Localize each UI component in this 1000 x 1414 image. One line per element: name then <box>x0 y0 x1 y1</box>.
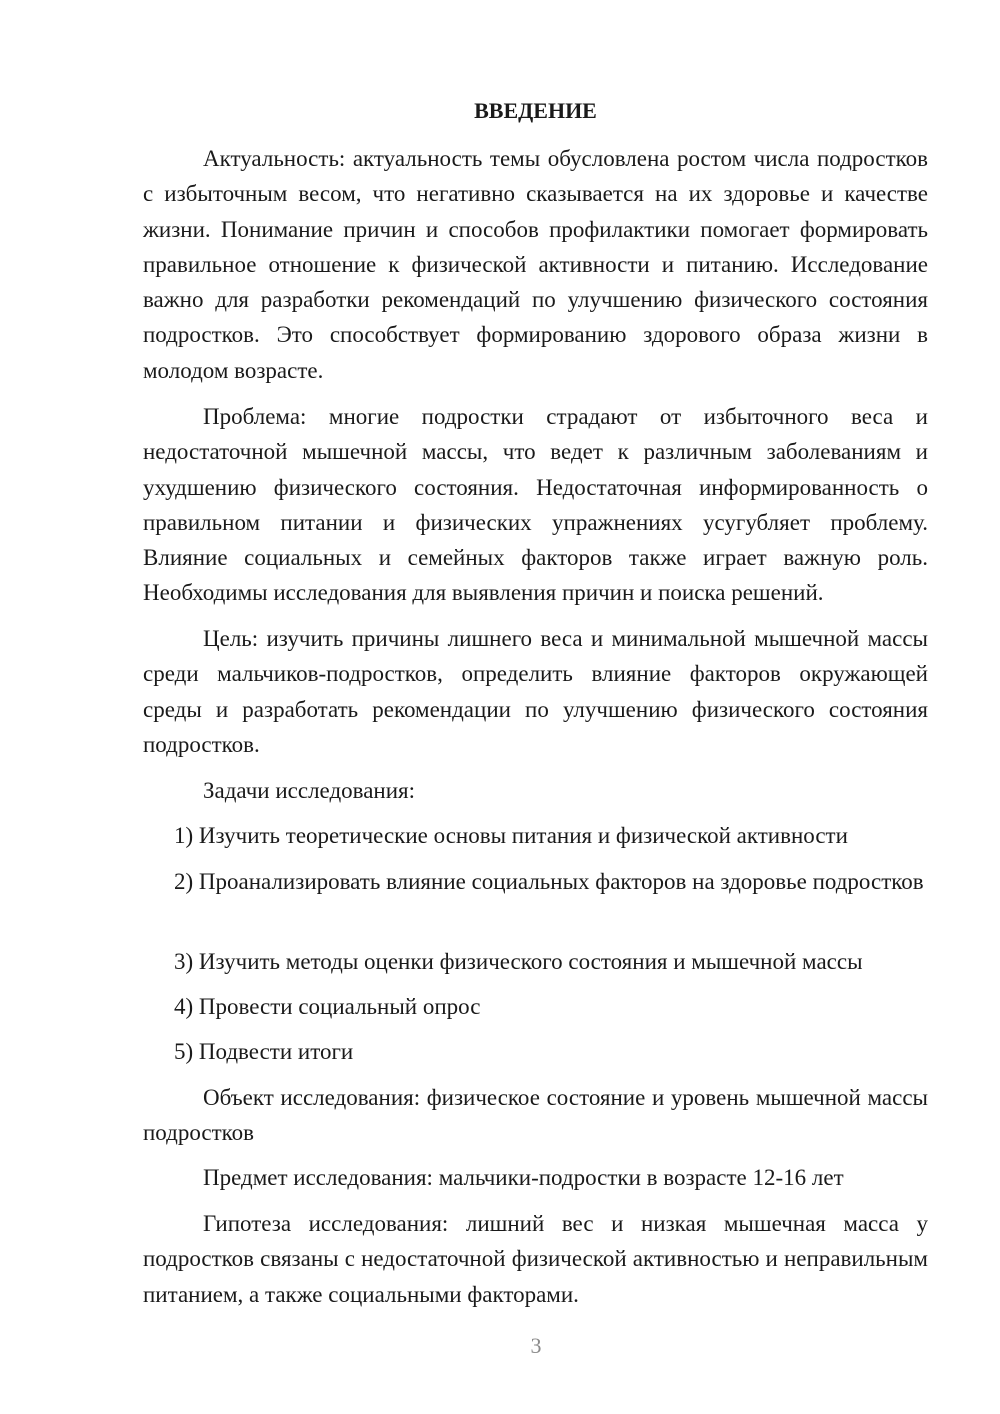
task-item-3: 3) Изучить методы оценки физического состояния и мышечной массы <box>174 949 863 974</box>
task-item-4: 4) Провести социальный опрос <box>174 994 481 1019</box>
relevance-paragraph: Актуальность: актуальность темы обусловлена ростом числа подростков с избыточным весом, что негативно сказывается на их здоровье и качестве жизни. Понимание причин и способов профилактики помогает формировать правильное отношение к физической активности и питанию. Исследование важно для разработки рекомендаций по улучшению физического состояния подростков. Это способствует формированию здорового образа жизни в молодом возрасте. <box>143 146 928 383</box>
tasks-title: Задачи исследования: <box>203 778 416 803</box>
object-paragraph: Объект исследования: физическое состояние и уровень мышечной массы подростков <box>143 1085 928 1146</box>
hypothesis-paragraph: Гипотеза исследования: лишний вес и низкая мышечная масса у подростков связаны с недостаточной физической активностью и неправильным питанием, а также социальными факторами. <box>143 1211 928 1307</box>
goal-paragraph: Цель: изучить причины лишнего веса и минимальной мышечной массы среди мальчиков-подростков, определить влияние факторов окружающей среды и разработать рекомендации по улучшению физического состояния подростков. <box>143 626 928 757</box>
section-heading: ВВЕДЕНИЕ <box>474 98 597 123</box>
task-item-2: 2) Проанализировать влияние социальных факторов на здоровье подростков <box>174 869 924 894</box>
task-item-5: 5) Подвести итоги <box>174 1039 354 1064</box>
problem-paragraph: Проблема: многие подростки страдают от избыточного веса и недостаточной мышечной массы, что ведет к различным заболеваниям и ухудшению физического состояния. Недостаточная информированность о правильном питании и физических упражнениях усугубляет проблему. Влияние социальных и семейных факторов также играет важную роль. Необходимы исследования для выявления причин и поиска решений. <box>143 404 928 606</box>
subject-paragraph: Предмет исследования: мальчики-подростки в возрасте 12-16 лет <box>203 1165 844 1190</box>
task-item-1: 1) Изучить теоретические основы питания и физической активности <box>174 823 848 848</box>
page-number: 3 <box>530 1333 542 1358</box>
